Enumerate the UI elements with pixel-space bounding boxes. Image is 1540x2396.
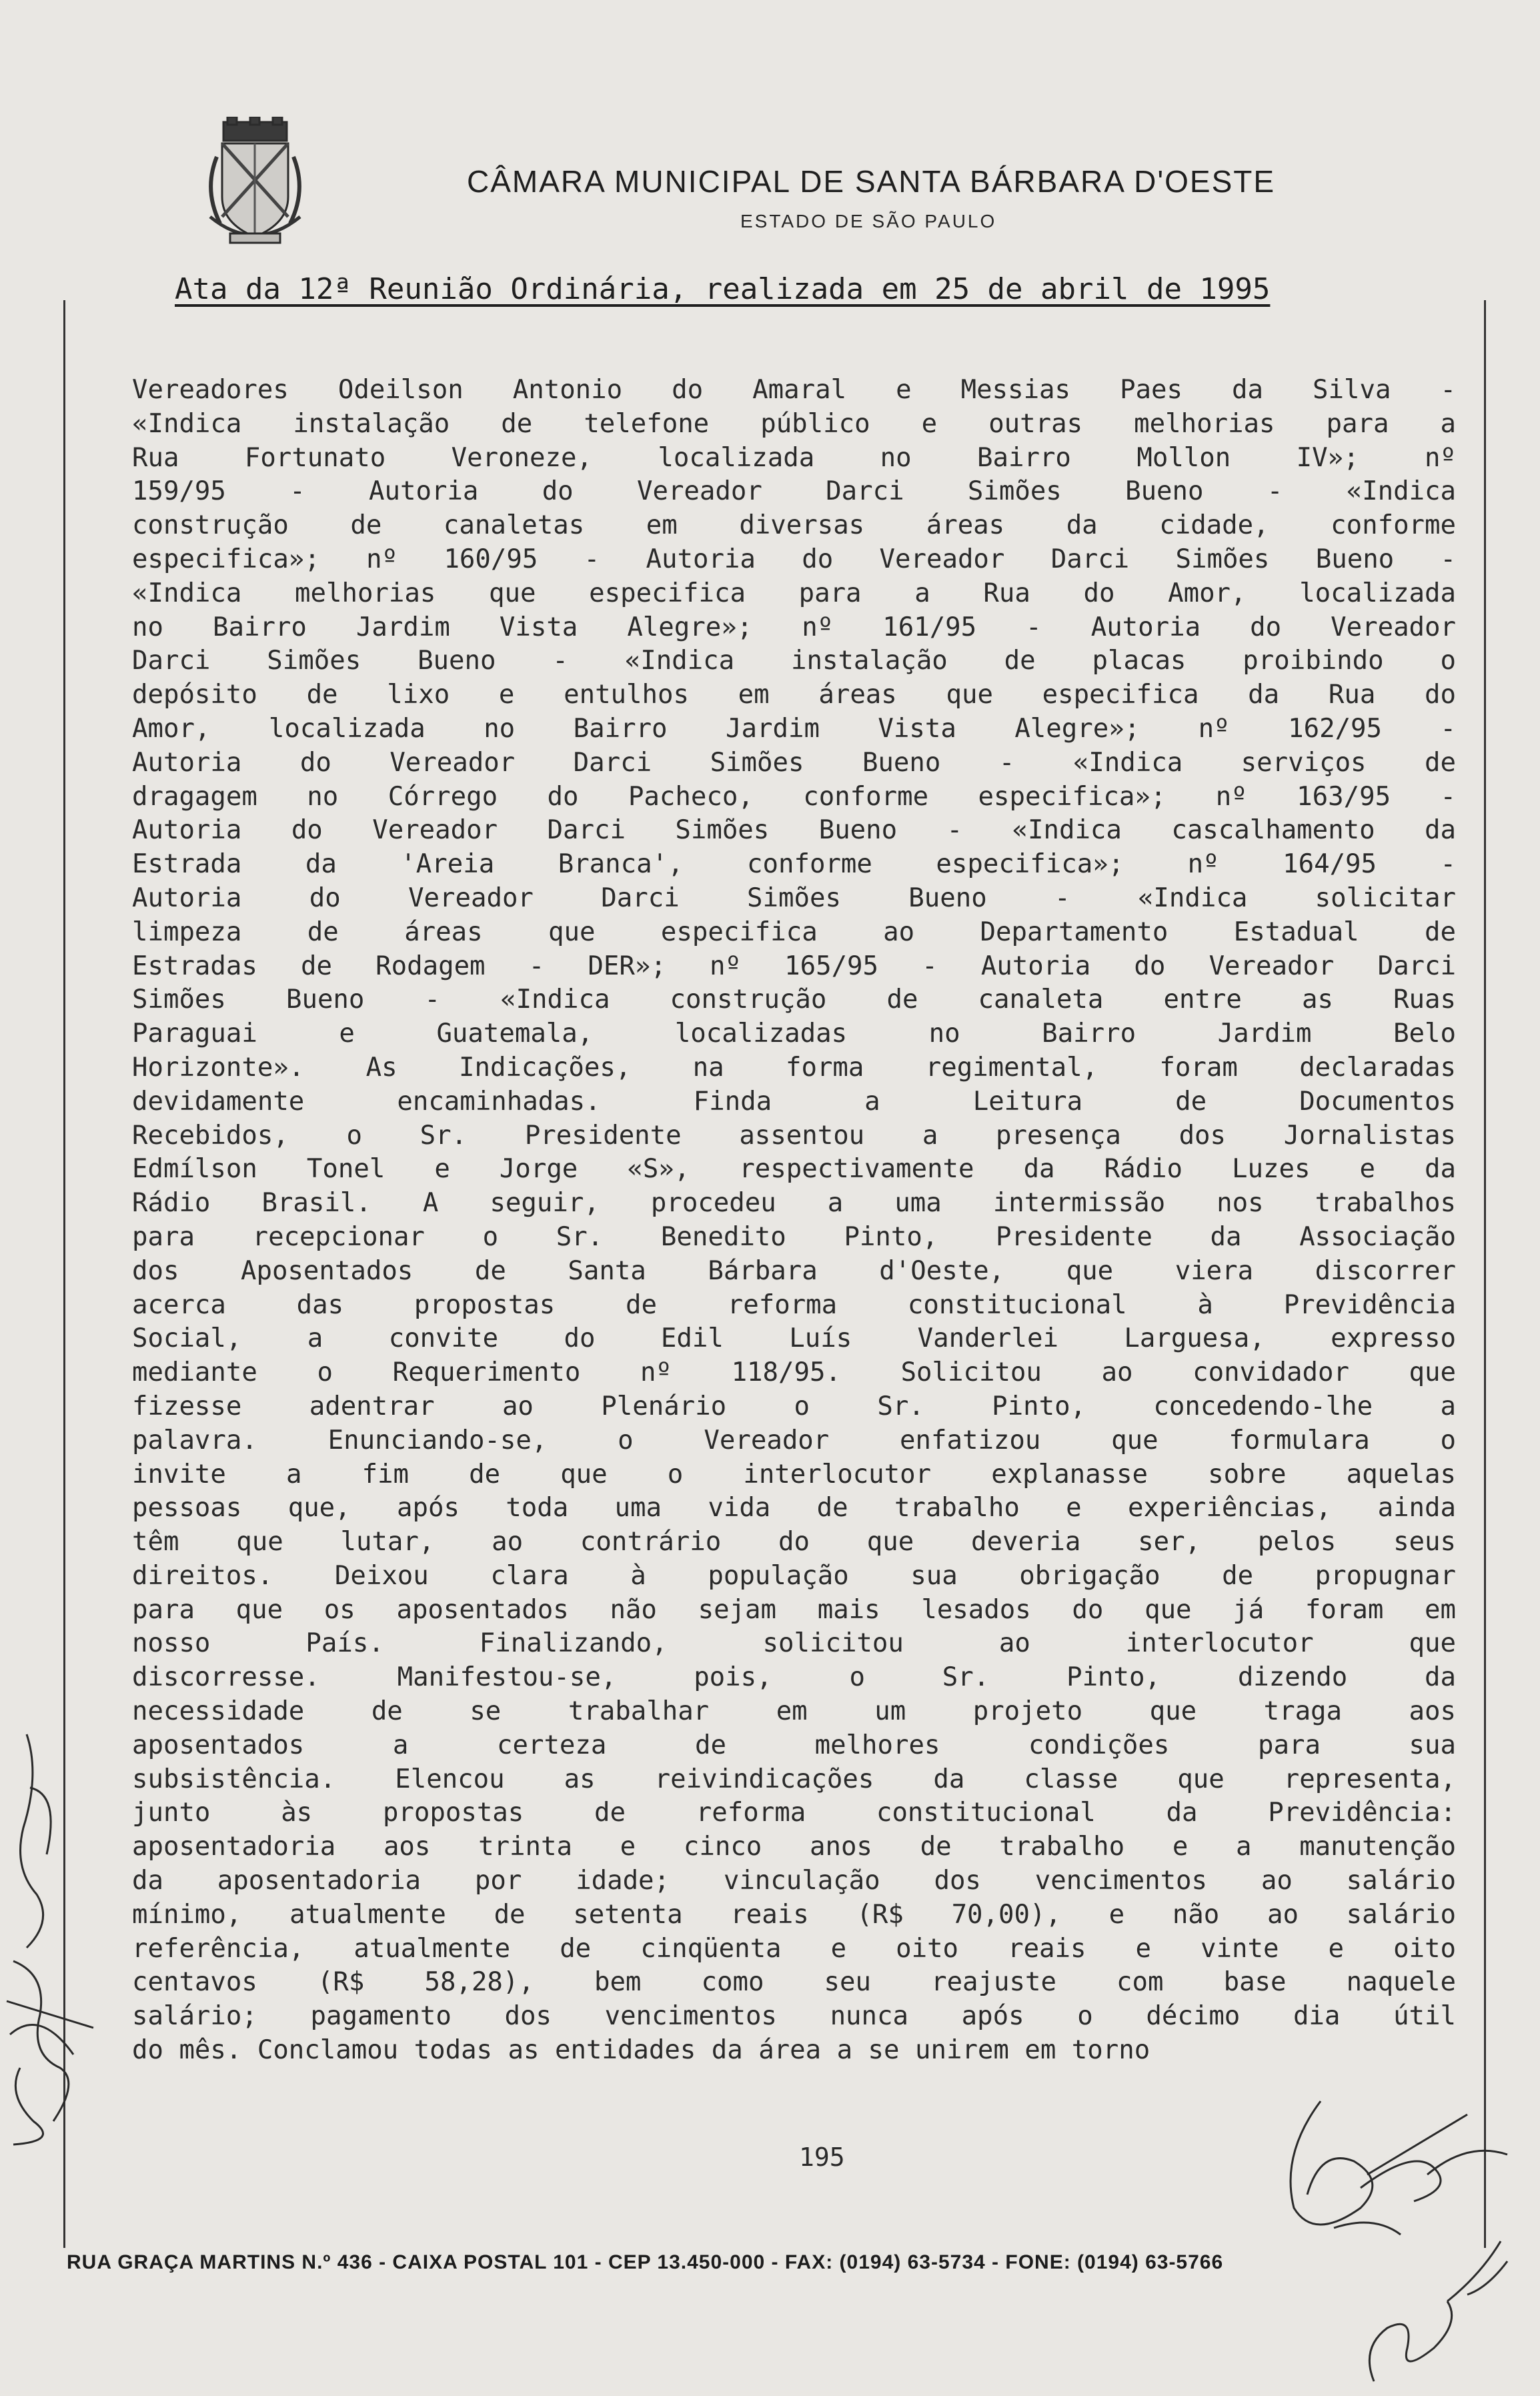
text-line: salário; pagamento dos vencimentos nunca após o décimo dia útil [132,2001,1456,2032]
chamber-title: CÂMARA MUNICIPAL DE SANTA BÁRBARA D'OESTE [467,164,1276,199]
text-line: Autoria do Vereador Darci Simões Bueno - «Indica solicitar [132,882,1456,913]
text-line: direitos. Deixou clara à população sua obrigação de propugnar [132,1560,1456,1591]
text-line: Edmílson Tonel e Jorge «S», respectivamente da Rádio Luzes e da [132,1154,1456,1185]
text-line: mínimo, atualmente de setenta reais (R$ 70,00), e não ao salário [132,1899,1456,1930]
text-line: discorresse. Manifestou-se, pois, o Sr. Pinto, dizendo da [132,1662,1456,1693]
text-line: nosso País. Finalizando, solicitou ao interlocutor que [132,1628,1456,1659]
footer-address: RUA GRAÇA MARTINS N.º 436 - CAIXA POSTAL 101 - CEP 13.450-000 - FAX: (0194) 63-5734 - FONE: (0194) 63-5766 [67,2251,1224,2273]
page-title: Ata da 12ª Reunião Ordinária, realizada em 25 de abril de 1995 [175,272,1271,306]
text-line: para recepcionar o Sr. Benedito Pinto, Presidente da Associação [132,1221,1456,1252]
text-line: pessoas que, após toda uma vida de trabalho e experiências, ainda [132,1493,1456,1524]
text-line: da aposentadoria por idade; vinculação dos vencimentos ao salário [132,1866,1456,1896]
text-line: Autoria do Vereador Darci Simões Bueno - «Indica serviços de [132,747,1456,778]
text-line: depósito de lixo e entulhos em áreas que especifica da Rua do [132,680,1456,710]
text-line: têm que lutar, ao contrário do que deveria ser, pelos seus [132,1527,1456,1558]
right-margin-rule [1484,300,1486,2248]
text-line: Paraguai e Guatemala, localizadas no Bairro Jardim Belo [132,1019,1456,1049]
text-line: aposentados a certeza de melhores condições para sua [132,1730,1456,1760]
text-line: Social, a convite do Edil Luís Vanderlei Larguesa, expresso [132,1323,1456,1354]
municipal-crest-icon [203,117,307,253]
text-line: «Indica instalação de telefone público e outras melhorias para a [132,408,1456,439]
text-line: necessidade de se trabalhar em um projeto que traga aos [132,1696,1456,1727]
bottom-signature-icon [1267,2074,1534,2275]
text-line: junto às propostas de reforma constitucional da Previdência: [132,1798,1456,1828]
left-margin-rule [63,300,65,2248]
text-line: Horizonte». As Indicações, na forma regimental, foram declaradas [132,1052,1456,1083]
text-line: Recebidos, o Sr. Presidente assentou a presença dos Jornalistas [132,1120,1456,1151]
text-line: Darci Simões Bueno - «Indica instalação de placas proibindo o [132,646,1456,676]
text-line: Estradas de Rodagem - DER»; nº 165/95 - Autoria do Vereador Darci [132,951,1456,981]
text-line: especifica»; nº 160/95 - Autoria do Vereador Darci Simões Bueno - [132,544,1456,574]
text-line: invite a fim de que o interlocutor explanasse sobre aquelas [132,1459,1456,1489]
text-line: acerca das propostas de reforma constitucional à Previdência [132,1289,1456,1320]
corner-signature-icon [1347,2215,1521,2395]
text-line: Autoria do Vereador Darci Simões Bueno - «Indica cascalhamento da [132,815,1456,846]
margin-signature-icon [0,1721,100,2148]
text-line: palavra. Enunciando-se, o Vereador enfatizou que formulara o [132,1425,1456,1455]
text-line: mediante o Requerimento nº 118/95. Solicitou ao convidador que [132,1357,1456,1388]
minutes-body [132,374,1456,2068]
text-line: Amor, localizada no Bairro Jardim Vista Alegre»; nº 162/95 - [132,713,1456,744]
text-line: Estrada da 'Areia Branca', conforme especifica»; nº 164/95 - [132,849,1456,880]
state-subtitle: ESTADO DE SÃO PAULO [740,211,997,231]
text-line: construção de canaletas em diversas áreas da cidade, conforme [132,510,1456,541]
text-line: devidamente encaminhadas. Finda a Leitura de Documentos [132,1086,1456,1117]
text-line: «Indica melhorias que especifica para a Rua do Amor, localizada [132,578,1456,608]
text-line: limpeza de áreas que especifica ao Departamento Estadual de [132,917,1456,947]
text-line: do mês. Conclamou todas as entidades da área a se unirem em torno [132,2035,1150,2066]
text-line: fizesse adentrar ao Plenário o Sr. Pinto, concedendo-lhe a [132,1391,1456,1421]
text-line: para que os aposentados não sejam mais lesados do que já foram em [132,1594,1456,1625]
text-line: no Bairro Jardim Vista Alegre»; nº 161/95 - Autoria do Vereador [132,612,1456,642]
text-line: dragagem no Córrego do Pacheco, conforme especifica»; nº 163/95 - [132,781,1456,812]
text-line: aposentadoria aos trinta e cinco anos de trabalho e a manutenção [132,1832,1456,1862]
text-line: Vereadores Odeilson Antonio do Amaral e Messias Paes da Silva - [132,375,1456,405]
page-number: 195 [799,2143,845,2172]
text-line: Rádio Brasil. A seguir, procedeu a uma intermissão nos trabalhos [132,1188,1456,1219]
text-line: 159/95 - Autoria do Vereador Darci Simões Bueno - «Indica [132,476,1456,507]
text-line: Simões Bueno - «Indica construção de canaleta entre as Ruas [132,985,1456,1015]
text-line: Rua Fortunato Veroneze, localizada no Bairro Mollon IV»; nº [132,442,1456,473]
text-line: subsistência. Elencou as reivindicações da classe que representa, [132,1764,1456,1794]
text-line: centavos (R$ 58,28), bem como seu reajuste com base naquele [132,1967,1456,1998]
text-line: dos Aposentados de Santa Bárbara d'Oeste, que viera discorrer [132,1255,1456,1286]
text-line: referência, atualmente de cinqüenta e oito reais e vinte e oito [132,1933,1456,1964]
